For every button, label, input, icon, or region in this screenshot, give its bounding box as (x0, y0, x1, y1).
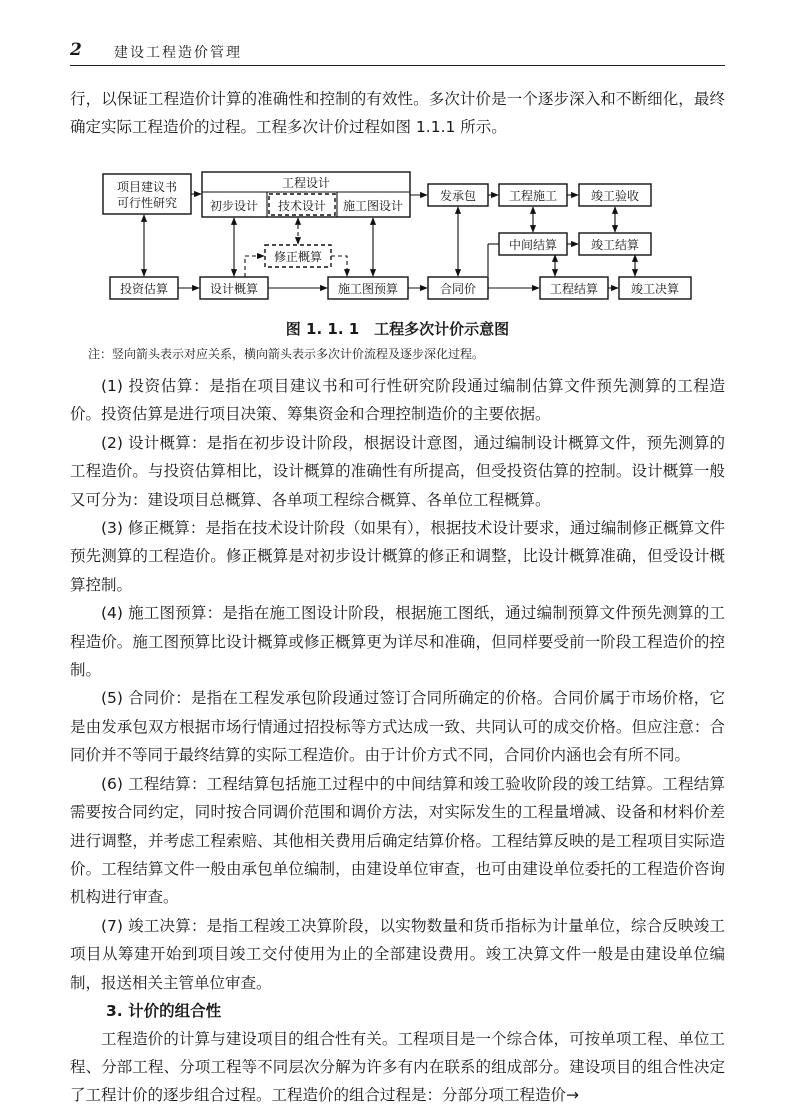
page-number: 2 (70, 40, 82, 60)
label-preliminary-design: 初步设计 (209, 199, 259, 213)
label-construction-drawing-design: 施工图设计 (342, 199, 404, 213)
label-project-proposal-1: 项目建议书 (116, 180, 178, 194)
section-heading: 3. 计价的组合性 (106, 1001, 222, 1020)
label-revised-estimate: 修正概算 (273, 250, 323, 264)
item-design-estimate: (2) 设计概算：是指在初步设计阶段，根据设计意图，通过编制设计概算文件，预先测算的工程造价。与投资估算相比，设计概算的准确性有所提高，但受投资估算的控制。设计概算一般又可分为：建设项目总概算、各单项工程综合概算、各单位工程概算。 (70, 433, 725, 509)
label-project-proposal-2: 可行性研究 (116, 196, 178, 210)
book-title: 建设工程造价管理 (114, 45, 242, 61)
label-completion-acceptance: 竣工验收 (590, 189, 640, 203)
item-investment-estimate: (1) 投资估算：是指在项目建议书和可行性研究阶段通过编制估算文件预先测算的工程造价。投资估算是进行项目决策、筹集资金和合理控制造价的主要依据。 (70, 377, 725, 424)
label-construction: 工程施工 (508, 189, 558, 203)
figure-caption: 图 1. 1. 1 工程多次计价示意图 (285, 320, 510, 338)
item-construction-drawing-budget: (4) 施工图预算：是指在施工图设计阶段，根据施工图纸，通过编制预算文件预先测算的工程造价。施工图预算比设计概算或修正概算更为详尽和准确，但同样要受前一阶段工程造价的控制。 (70, 604, 725, 680)
label-interim-settlement: 中间结算 (508, 238, 558, 252)
item-contract-price: (5) 合同价：是指在工程发承包阶段通过签订合同所确定的价格。合同价属于市场价格，它是由发承包双方根据市场行情通过招投标等方式达成一致、共同认可的成交价格。但应注意：合同价并不等同于最终结算的实际工程造价。由于计价方式不同，合同价内涵也会有所不同。 (70, 689, 725, 765)
figure-note: 注：竖向箭头表示对应关系，横向箭头表示多次计价流程及逐步深化过程。 (88, 347, 485, 361)
label-contract-price: 合同价 (439, 282, 477, 296)
label-completion-settlement: 竣工结算 (590, 238, 640, 252)
body-text (70, 372, 725, 1109)
closing-paragraph: 工程造价的计算与建设项目的组合性有关。工程项目是一个综合体，可按单项工程、单位工程、分部工程、分项工程等不同层次分解为许多有内在联系的组成部分。建设项目的组合性决定了工程计价的逐步组合过程。工程造价的组合过程是：分部分项工程造价→ (70, 1029, 725, 1104)
label-contract-award: 发承包 (439, 189, 477, 203)
label-engineering-design: 工程设计 (281, 176, 331, 190)
label-technical-design: 技术设计 (277, 199, 327, 213)
label-project-settlement: 工程结算 (549, 282, 599, 296)
item-revised-estimate: (3) 修正概算：是指在技术设计阶段（如果有），根据技术设计要求，通过编制修正概算文件预先测算的工程造价。修正概算是对初步设计概算的修正和调整，比设计概算准确，但受设计概算控制。 (70, 519, 725, 594)
multi-pricing-diagram (95, 165, 695, 310)
running-header (70, 40, 725, 64)
label-design-estimate: 设计概算 (209, 282, 259, 296)
label-construction-drawing-budget: 施工图预算 (337, 282, 399, 296)
item-final-account: (7) 竣工决算：是指工程竣工决算阶段，以实物数量和货币指标为计量单位，综合反映竣工项目从筹建开始到项目竣工交付使用为止的全部建设费用。竣工决算文件一般是由建设单位编制，报送相关主管单位审查。 (70, 916, 725, 992)
intro-paragraph: 行，以保证工程造价计算的准确性和控制的有效性。多次计价是一个逐步深入和不断细化，最终确定实际工程造价的过程。工程多次计价过程如图 1.1.1 所示。 (70, 90, 725, 136)
header-rule (70, 65, 725, 66)
item-project-settlement: (6) 工程结算：工程结算包括施工过程中的中间结算和竣工验收阶段的竣工结算。工程结算需要按合同约定，同时按合同调价范围和调价方法，对实际发生的工程量增减、设备和材料价差进行调整，并考虑工程索赔、其他相关费用后确定结算价格。工程结算反映的是工程项目实际造价。工程结算文件一般由承包单位编制，由建设单位审查，也可由建设单位委托的工程造价咨询机构进行审查。 (70, 774, 725, 907)
label-final-account: 竣工决算 (630, 282, 680, 296)
label-investment-estimate: 投资估算 (119, 282, 169, 296)
